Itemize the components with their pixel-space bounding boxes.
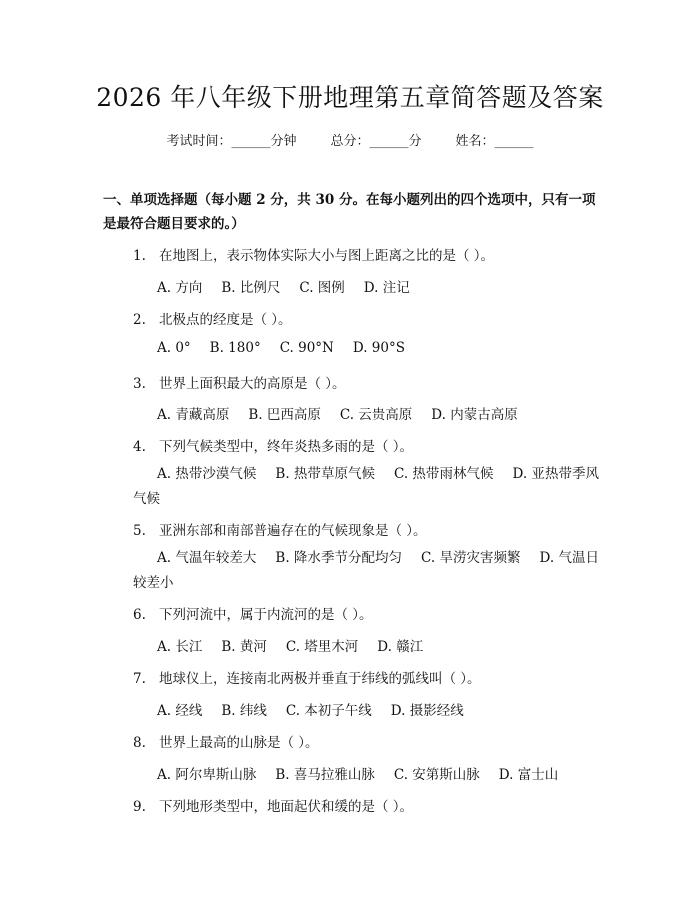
option-c: C. 图例: [299, 280, 345, 296]
question-number: 2.: [133, 312, 146, 328]
option-b: B. 180°: [209, 340, 261, 356]
question-text: 地球仪上，连接南北两极并垂直于纬线的弧线叫（ ）。: [159, 671, 481, 687]
question-2-options: [157, 340, 424, 356]
question-2: [133, 308, 292, 328]
question-4-options: [133, 462, 599, 512]
option-c: C. 本初子午线: [285, 703, 372, 719]
option-b: B. 热带草原气候: [275, 466, 375, 482]
question-5: [133, 519, 427, 539]
option-d: D. 注记: [363, 280, 410, 296]
total-score-field: 总分：______分: [330, 134, 422, 149]
option-a: A. 长江: [157, 639, 203, 655]
option-a: A. 热带沙漠气候: [157, 466, 257, 482]
question-5-options: [133, 546, 599, 596]
question-number: 7.: [133, 671, 146, 687]
question-7: [133, 667, 481, 687]
option-d: D. 摄影经线: [390, 703, 464, 719]
question-3-options: [157, 403, 537, 423]
section-heading: 一、单项选择题（每小题 2 分，共 30 分。在每小题列出的四个选项中，只有一项是最符合题目要求的。）: [103, 192, 596, 232]
option-c: C. 云贵高原: [339, 407, 413, 423]
question-text: 下列地形类型中，地面起伏和缓的是（ ）。: [159, 799, 414, 815]
question-number: 1.: [133, 248, 146, 264]
exam-meta: [0, 130, 700, 149]
question-text: 下列河流中，属于内流河的是（ ）。: [159, 607, 373, 623]
option-a: A. 0°: [157, 340, 191, 356]
option-b: B. 巴西高原: [248, 407, 321, 423]
option-d: D. 赣江: [377, 639, 424, 655]
option-a: A. 气温年较差大: [157, 550, 257, 566]
option-b: B. 降水季节分配均匀: [275, 550, 403, 566]
question-6-options: [157, 635, 442, 655]
question-9: [133, 795, 413, 815]
option-c: C. 热带雨林气候: [393, 466, 494, 482]
question-text: 世界上最高的山脉是（ ）。: [159, 735, 319, 751]
question-text: 世界上面积最大的高原是（ ）。: [159, 376, 346, 392]
question-text: 在地图上，表示物体实际大小与图上距离之比的是（ ）。: [159, 248, 495, 264]
option-a: A. 阿尔卑斯山脉: [157, 767, 257, 783]
option-a: A. 经线: [157, 703, 203, 719]
option-c: C. 旱涝灾害频繁: [421, 550, 521, 566]
option-b: B. 比例尺: [221, 280, 281, 296]
option-d: D. 90°S: [352, 340, 405, 356]
option-b: B. 黄河: [221, 639, 267, 655]
question-text: 北极点的经度是（ ）。: [159, 312, 292, 328]
option-b: B. 纬线: [221, 703, 267, 719]
page-title: 2026 年八年级下册地理第五章简答题及答案: [96, 83, 604, 112]
option-d: D. 气温日较差小: [133, 550, 599, 591]
question-number: 5.: [133, 523, 146, 539]
question-8-options: [157, 763, 577, 783]
question-number: 6.: [133, 607, 146, 623]
question-4: [133, 435, 413, 455]
question-1: [133, 244, 494, 264]
question-number: 3.: [133, 376, 146, 392]
option-c: C. 90°N: [279, 340, 334, 356]
question-text: 下列气候类型中，终年炎热多雨的是（ ）。: [159, 439, 414, 455]
question-number: 4.: [133, 439, 146, 455]
option-d: D. 富士山: [498, 767, 559, 783]
question-8: [133, 731, 319, 751]
option-d: D. 亚热带季风气候: [133, 466, 599, 507]
exam-time-field: 考试时间：______分钟: [166, 134, 297, 149]
question-7-options: [157, 699, 483, 719]
option-a: A. 青藏高原: [157, 407, 230, 423]
question-3: [133, 372, 346, 392]
option-b: B. 喜马拉雅山脉: [275, 767, 375, 783]
option-c: C. 塔里木河: [285, 639, 359, 655]
option-c: C. 安第斯山脉: [393, 767, 480, 783]
option-a: A. 方向: [157, 280, 203, 296]
question-number: 9.: [133, 799, 146, 815]
question-1-options: [157, 276, 429, 296]
question-number: 8.: [133, 735, 146, 751]
student-name-field: 姓名：______: [455, 134, 534, 149]
question-text: 亚洲东部和南部普遍存在的气候现象是（ ）。: [159, 523, 427, 539]
option-d: D. 内蒙古高原: [431, 407, 518, 423]
question-6: [133, 603, 373, 623]
